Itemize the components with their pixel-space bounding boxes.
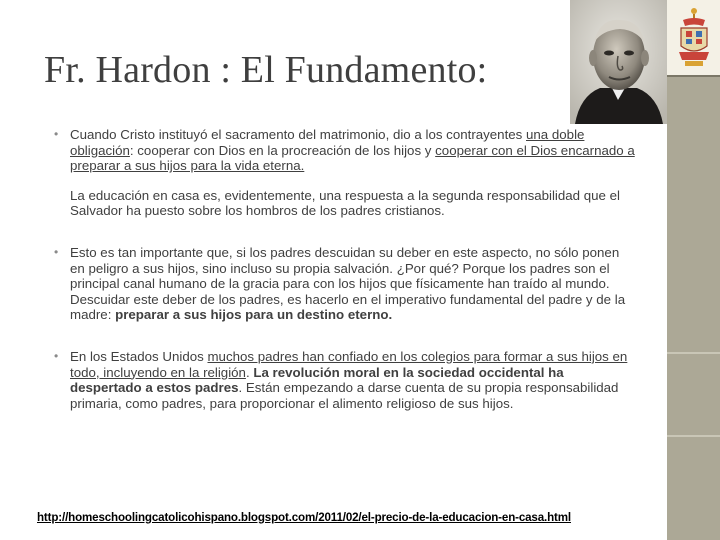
underlined-text: una doble obligación <box>70 127 585 158</box>
side-decorative-band <box>667 0 720 540</box>
bullet-paragraph-1 <box>52 127 637 174</box>
bold-text: preparar a sus hijos para un destino eterno. <box>115 307 393 323</box>
text-run: La educación en casa es, evidentemente, una respuesta a la segunda responsabilidad que el Salvador ha puesto sobre los hombros de los padres cristianos. <box>70 187 620 219</box>
slide-body <box>52 127 637 411</box>
text-run: . <box>245 364 254 380</box>
coat-of-arms-icon <box>675 6 713 68</box>
text-run: : cooperar con Dios en la procreación de los hijos y <box>129 142 436 158</box>
text-run: En los Estados Unidos <box>70 348 208 364</box>
priest-portrait-photo <box>570 0 667 124</box>
paragraph-2 <box>52 188 637 219</box>
side-band-divider <box>667 352 720 354</box>
bold-text: La revolución moral en la sociedad occidental ha despertado a estos padres <box>70 364 564 396</box>
bullet-marker: • <box>54 348 59 363</box>
bullet-paragraph-2 <box>52 245 637 323</box>
text-run: . Están empezando a darse cuenta de su propia responsabilidad primaria, como padres, para proporcionar el alimento religioso de sus hijos. <box>70 380 619 411</box>
side-band-divider <box>667 75 720 77</box>
bullet-marker: • <box>54 244 59 259</box>
text-run: Cuando Cristo instituyó el sacramento del matrimonio, dio a los contrayentes <box>70 127 527 142</box>
text-run: Esto es tan importante que, si los padres descuidan su deber en este aspecto, no sólo ponen en peligro a sus hijos, sino incluso su propia salvación. ¿Por qué? Porque los padres son el principal canal humano de la gracia para con los hijos que físicamente han traído al mundo. Descuidar este deber de los padres, es hacerlo en el imperativo fundamental del padre y de la madre: <box>70 244 626 323</box>
side-band-divider <box>667 435 720 437</box>
slide-title: Fr. Hardon : El Fundamento: <box>44 49 488 91</box>
source-link[interactable]: http://homeschoolingcatolicohispano.blogspot.com/2011/02/el-precio-de-la-educacion-en-casa.html <box>37 511 571 524</box>
bullet-paragraph-3 <box>52 349 637 411</box>
underlined-text: muchos padres han confiado en los colegios para formar a sus hijos en todo, incluyendo en la religión <box>70 348 628 380</box>
underlined-text: cooperar con el Dios encarnado a preparar a sus hijos para la vida eterna. <box>70 142 635 174</box>
bullet-marker: • <box>54 127 59 141</box>
